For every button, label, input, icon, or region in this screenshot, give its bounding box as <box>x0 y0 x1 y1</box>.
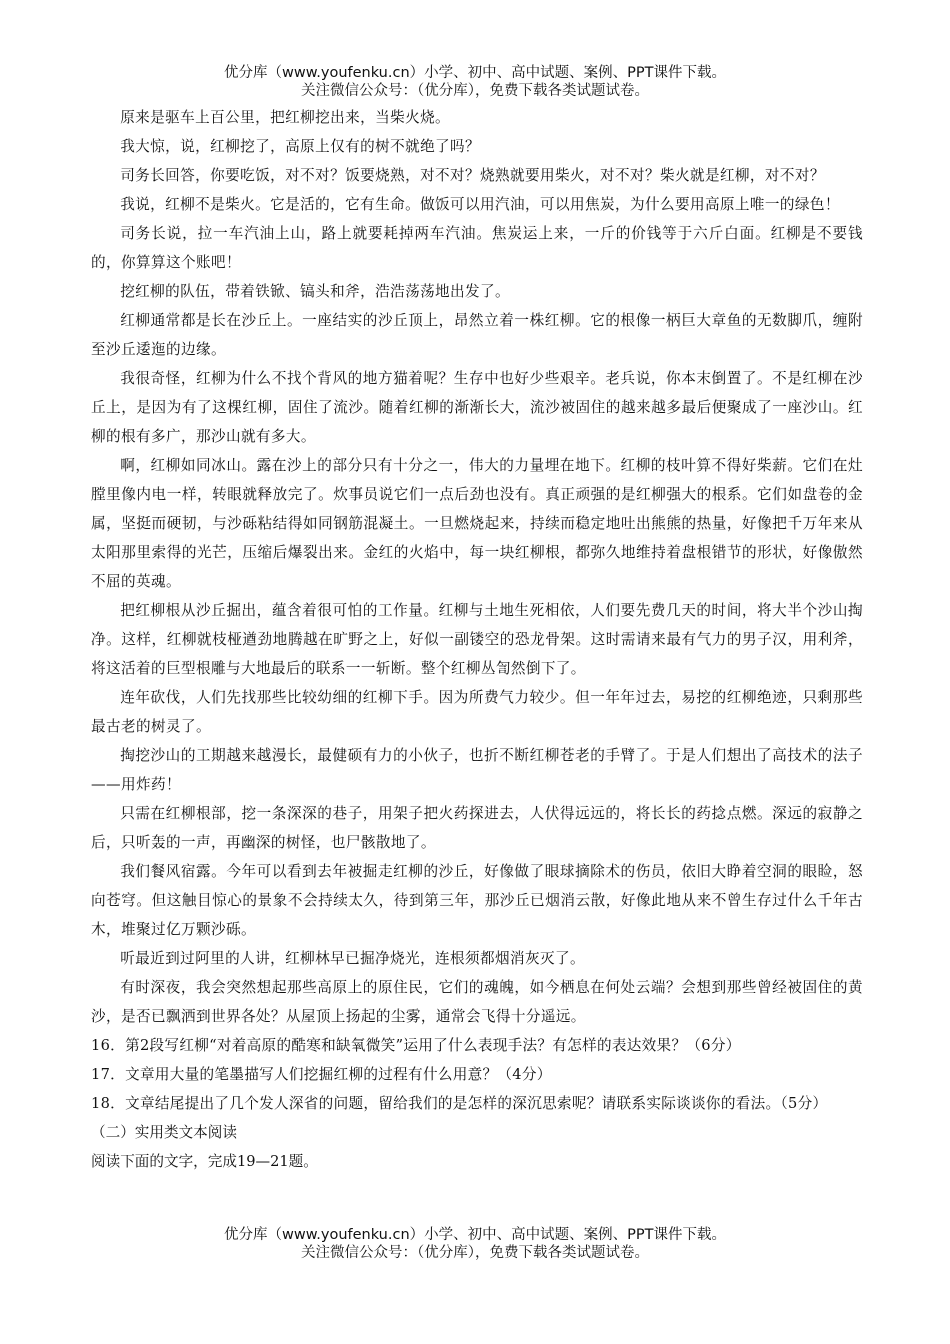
question-17: 17．文章用大量的笔墨描写人们挖掘红柳的过程有什么用意？（4分） <box>91 1066 552 1083</box>
paragraph-5: 司务长说，拉一车汽油上山，路上就要耗掉两车汽油。焦炭运上来，一斤的价钱等于六斤白面。红柳是不要钱的，你算算这个账吧！ <box>91 225 863 271</box>
paragraph-1: 原来是驱车上百公里，把红柳挖出来，当柴火烧。 <box>120 109 451 126</box>
paragraph-7: 红柳通常都是长在沙丘上。一座结实的沙丘顶上，昂然立着一株红柳。它的根像一柄巨大章鱼的无数脚爪，缠附至沙丘逶迤的边缘。 <box>91 312 863 358</box>
header-line-1: 优分库（www.youfenku.cn）小学、初中、高中试题、案例、PPT课件下载。 <box>224 65 726 81</box>
paragraph-9: 啊，红柳如同冰山。露在沙上的部分只有十分之一，伟大的力量埋在地下。红柳的枝叶算不得好柴薪。它们在灶膛里像内电一样，转眼就释放完了。炊事员说它们一点后劲也没有。真正顽强的是红柳强大的根系。它们如盘卷的金属，坚挺而硬韧，与沙砾粘结得如同钢筋混凝土。一旦燃烧起来，持续而稳定地吐出熊熊的热量，好像把千万年来从太阳那里索得的光芒，压缩后爆裂出来。金红的火焰中，每一块红柳根，都弥久地维持着盘根错节的形状，好像傲然不屈的英魂。 <box>91 457 863 590</box>
paragraph-12: 掏挖沙山的工期越来越漫长，最健硕有力的小伙子，也折不断红柳苍老的手臂了。于是人们想出了高技术的法子——用炸药！ <box>91 747 863 793</box>
paragraph-10: 把红柳根从沙丘掘出，蕴含着很可怕的工作量。红柳与土地生死相依，人们要先费几天的时间，将大半个沙山掏净。这样，红柳就枝桠遒劲地腾越在旷野之上，好似一副镂空的恐龙骨架。这时需请来最有气力的男子汉，用利斧，将这活着的巨型根雕与大地最后的联系一一斩断。整个红柳丛訇然倒下了。 <box>91 602 863 677</box>
paragraph-13: 只需在红柳根部，挖一条深深的巷子，用架子把火药探进去，人伏得远远的，将长长的药捻点燃。深远的寂静之后，只听轰的一声，再幽深的树怪，也尸骸散地了。 <box>91 805 863 851</box>
document-body <box>91 103 863 1176</box>
paragraph-15: 听最近到过阿里的人讲，红柳林早已掘净烧光，连根须都烟消灰灭了。 <box>120 950 585 967</box>
page-footer <box>0 1226 950 1262</box>
paragraph-4: 我说，红柳不是柴火。它是活的，它有生命。做饭可以用汽油，可以用焦炭，为什么要用高原上唯一的绿色！ <box>120 196 840 213</box>
section-instruction: 阅读下面的文字，完成19—21题。 <box>91 1153 318 1170</box>
question-16: 16．第2段写红柳“对着高原的酷寒和缺氧微笑”运用了什么表现手法？有怎样的表达效果？（6分） <box>91 1037 741 1054</box>
paragraph-3: 司务长回答，你要吃饭，对不对？饭要烧熟，对不对？烧熟就要用柴火，对不对？柴火就是红柳，对不对？ <box>120 167 825 184</box>
question-18: 18．文章结尾提出了几个发人深省的问题，留给我们的是怎样的深沉思索呢？请联系实际谈谈你的看法。（5分） <box>91 1095 828 1112</box>
paragraph-16: 有时深夜，我会突然想起那些高原上的原住民，它们的魂魄，如今栖息在何处云端？会想到那些曾经被固住的黄沙，是否已飘洒到世界各处？从屋顶上扬起的尘雾，通常会飞得十分遥远。 <box>91 979 863 1025</box>
paragraph-2: 我大惊，说，红柳挖了，高原上仅有的树不就绝了吗？ <box>120 138 481 155</box>
section-title: （二）实用类文本阅读 <box>91 1124 237 1141</box>
paragraph-14: 我们餐风宿露。今年可以看到去年被掘走红柳的沙丘，好像做了眼球摘除术的伤员，依旧大睁着空洞的眼睑，怒向苍穹。但这触目惊心的景象不会持续太久，待到第三年，那沙丘已烟消云散，好像此地从来不曾生存过什么千年古木，堆聚过亿万颗沙砾。 <box>91 863 863 938</box>
footer-line-1: 优分库（www.youfenku.cn）小学、初中、高中试题、案例、PPT课件下载。 <box>224 1227 726 1243</box>
paragraph-6: 挖红柳的队伍，带着铁锨、镐头和斧，浩浩荡荡地出发了。 <box>120 283 511 300</box>
paragraph-8: 我很奇怪，红柳为什么不找个背风的地方猫着呢？生存中也好少些艰辛。老兵说，你本末倒置了。不是红柳在沙丘上，是因为有了这棵红柳，固住了流沙。随着红柳的渐渐长大，流沙被固住的越来越多最后便聚成了一座沙山。红柳的根有多广，那沙山就有多大。 <box>91 370 863 445</box>
page-header <box>0 64 950 100</box>
footer-line-2: 关注微信公众号：（优分库），免费下载各类试题试卷。 <box>301 1245 649 1261</box>
header-line-2: 关注微信公众号：（优分库），免费下载各类试题试卷。 <box>301 83 649 99</box>
paragraph-11: 连年砍伐，人们先找那些比较幼细的红柳下手。因为所费气力较少。但一年年过去，易挖的红柳绝迹，只剩那些最古老的树灵了。 <box>91 689 863 735</box>
